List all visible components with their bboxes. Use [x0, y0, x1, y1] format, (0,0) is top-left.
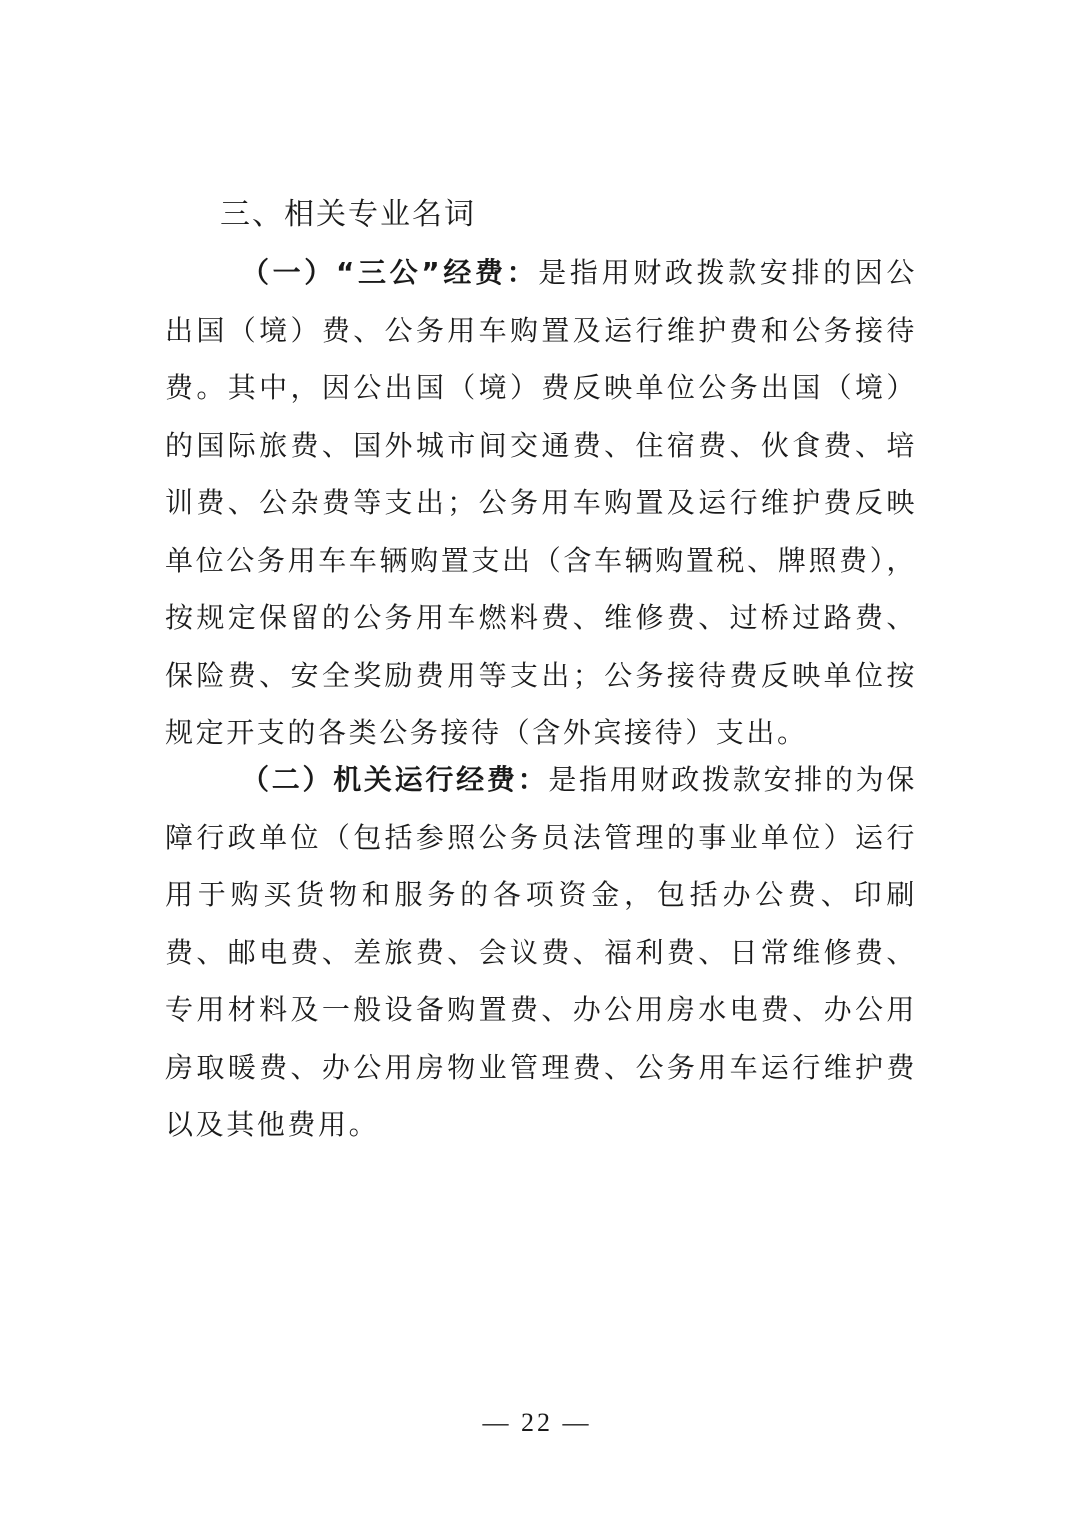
- paragraph-three-public-expenses: [165, 244, 917, 762]
- term-agency-operating-expenses: （二）机关运行经费：: [241, 763, 549, 796]
- paragraph-agency-operating-expenses: [165, 751, 917, 1154]
- section-heading: 三、相关专业名词: [220, 197, 476, 232]
- definition-agency-operating-expenses: 是指用财政拨款安排的为保障行政单位（包括参照公务员法管理的事业单位）运行用于购买货物和服务的各项资金，包括办公费、印刷费、邮电费、差旅费、会议费、福利费、日常维修费、专用材料及一般设备购置费、办公用房水电费、办公用房取暖费、办公用房物业管理费、公务用车运行维护费以及其他费用。: [165, 763, 917, 1141]
- definition-three-public-expenses: 是指用财政拨款安排的因公出国（境）费、公务用车购置及运行维护费和公务接待费。其中，因公出国（境）费反映单位公务出国（境）的国际旅费、国外城市间交通费、住宿费、伙食费、培训费、公杂费等支出；公务用车购置及运行维护费反映单位公务用车车辆购置支出（含车辆购置税、牌照费），按规定保留的公务用车燃料费、维修费、过桥过路费、保险费、安全奖励费用等支出；公务接待费反映单位按规定开支的各类公务接待（含外宾接待）支出。: [165, 256, 917, 749]
- page-number: — 22 —: [482, 1408, 592, 1437]
- term-three-public-expenses: （一）“三公”经费：: [241, 256, 539, 289]
